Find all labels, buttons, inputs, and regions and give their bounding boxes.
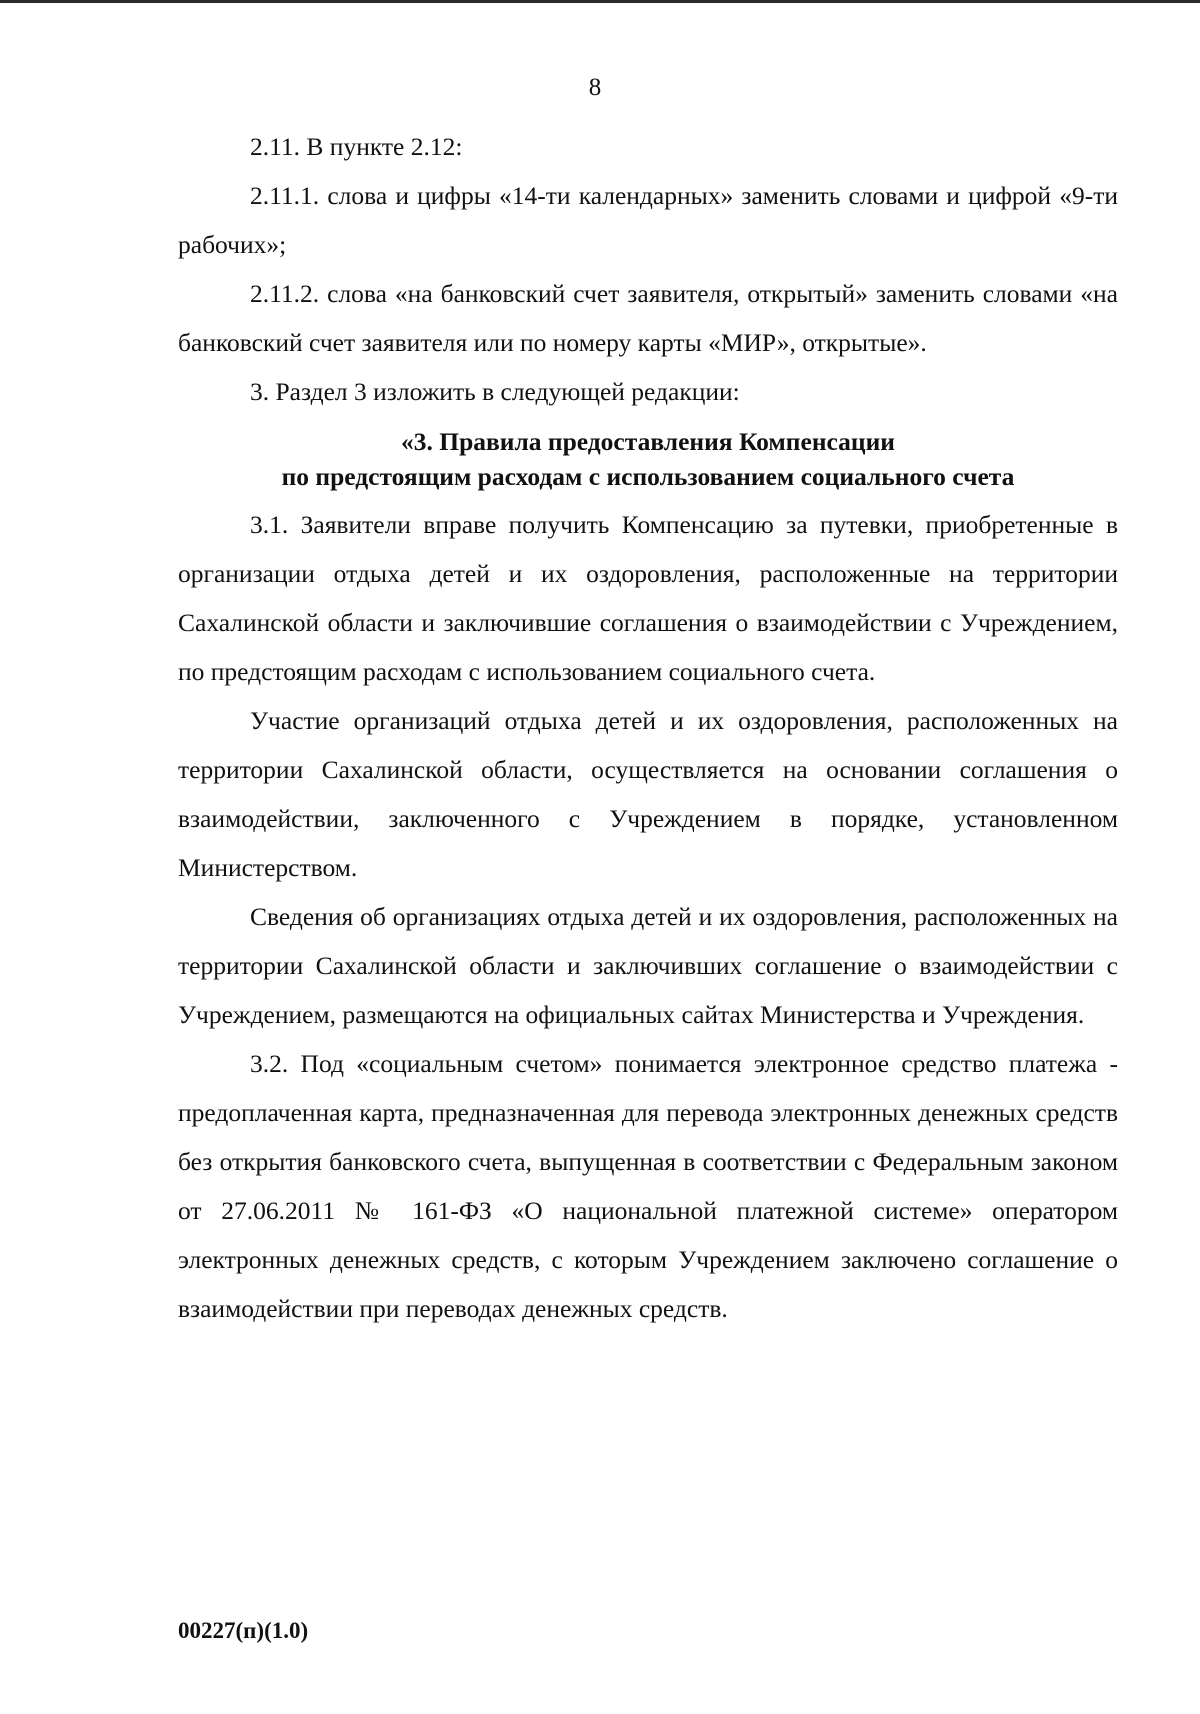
document-body <box>178 122 1118 1333</box>
paragraph-3-1: 3.1. Заявители вправе получить Компенсацию за путевки, приобретенные в организации отдыха детей и их оздоровления, расположенные на территории Сахалинской области и заключившие соглашения о взаимодействии с Учреждением, по предстоящим расходам с использованием социального счета. <box>178 510 1118 686</box>
section-heading-line-2: по предстоящим расходам с использованием социального счета <box>281 462 1015 491</box>
paragraph-2-11-2: 2.11.2. слова «на банковский счет заявителя, открытый» заменить словами «на банковский счет заявителя или по номеру карты «МИР», открытые». <box>178 279 1118 357</box>
paragraph-participation: Участие организаций отдыха детей и их оздоровления, расположенных на территории Сахалинской области, осуществляется на основании соглашения о взаимодействии, заключенного с Учреждением в порядке, установленном Министерством. <box>178 706 1118 882</box>
top-border-line <box>0 0 1200 3</box>
paragraph-information: Сведения об организациях отдыха детей и их оздоровления, расположенных на территории Сахалинской области и заключивших соглашение о взаимодействии с Учреждением, размещаются на официальных сайтах Министерства и Учреждения. <box>178 902 1118 1029</box>
paragraph-2-11-1: 2.11.1. слова и цифры «14-ти календарных» заменить словами и цифрой «9-ти рабочих»; <box>178 181 1118 259</box>
paragraph-section-3-intro: 3. Раздел 3 изложить в следующей редакции: <box>250 377 740 406</box>
page-number <box>0 74 1200 102</box>
paragraph-3-2: 3.2. Под «социальным счетом» понимается электронное средство платежа - предоплаченная карта, предназначенная для перевода электронных денежных средств без открытия банковского счета, выпущенная в соответствии с Федеральным законом от 27.06.2011 № 161-ФЗ «О национальной платежной системе» оператором электронных денежных средств, с которым Учреждением заключено соглашение о взаимодействии при переводах денежных средств. <box>178 1049 1118 1323</box>
section-heading <box>178 416 1118 500</box>
section-heading-line-1: «3. Правила предоставления Компенсации <box>401 427 895 456</box>
page-number-text: 8 <box>588 74 602 101</box>
document-code: 00227(п)(1.0) <box>178 1618 309 1643</box>
paragraph-2-11: 2.11. В пункте 2.12: <box>250 132 463 161</box>
